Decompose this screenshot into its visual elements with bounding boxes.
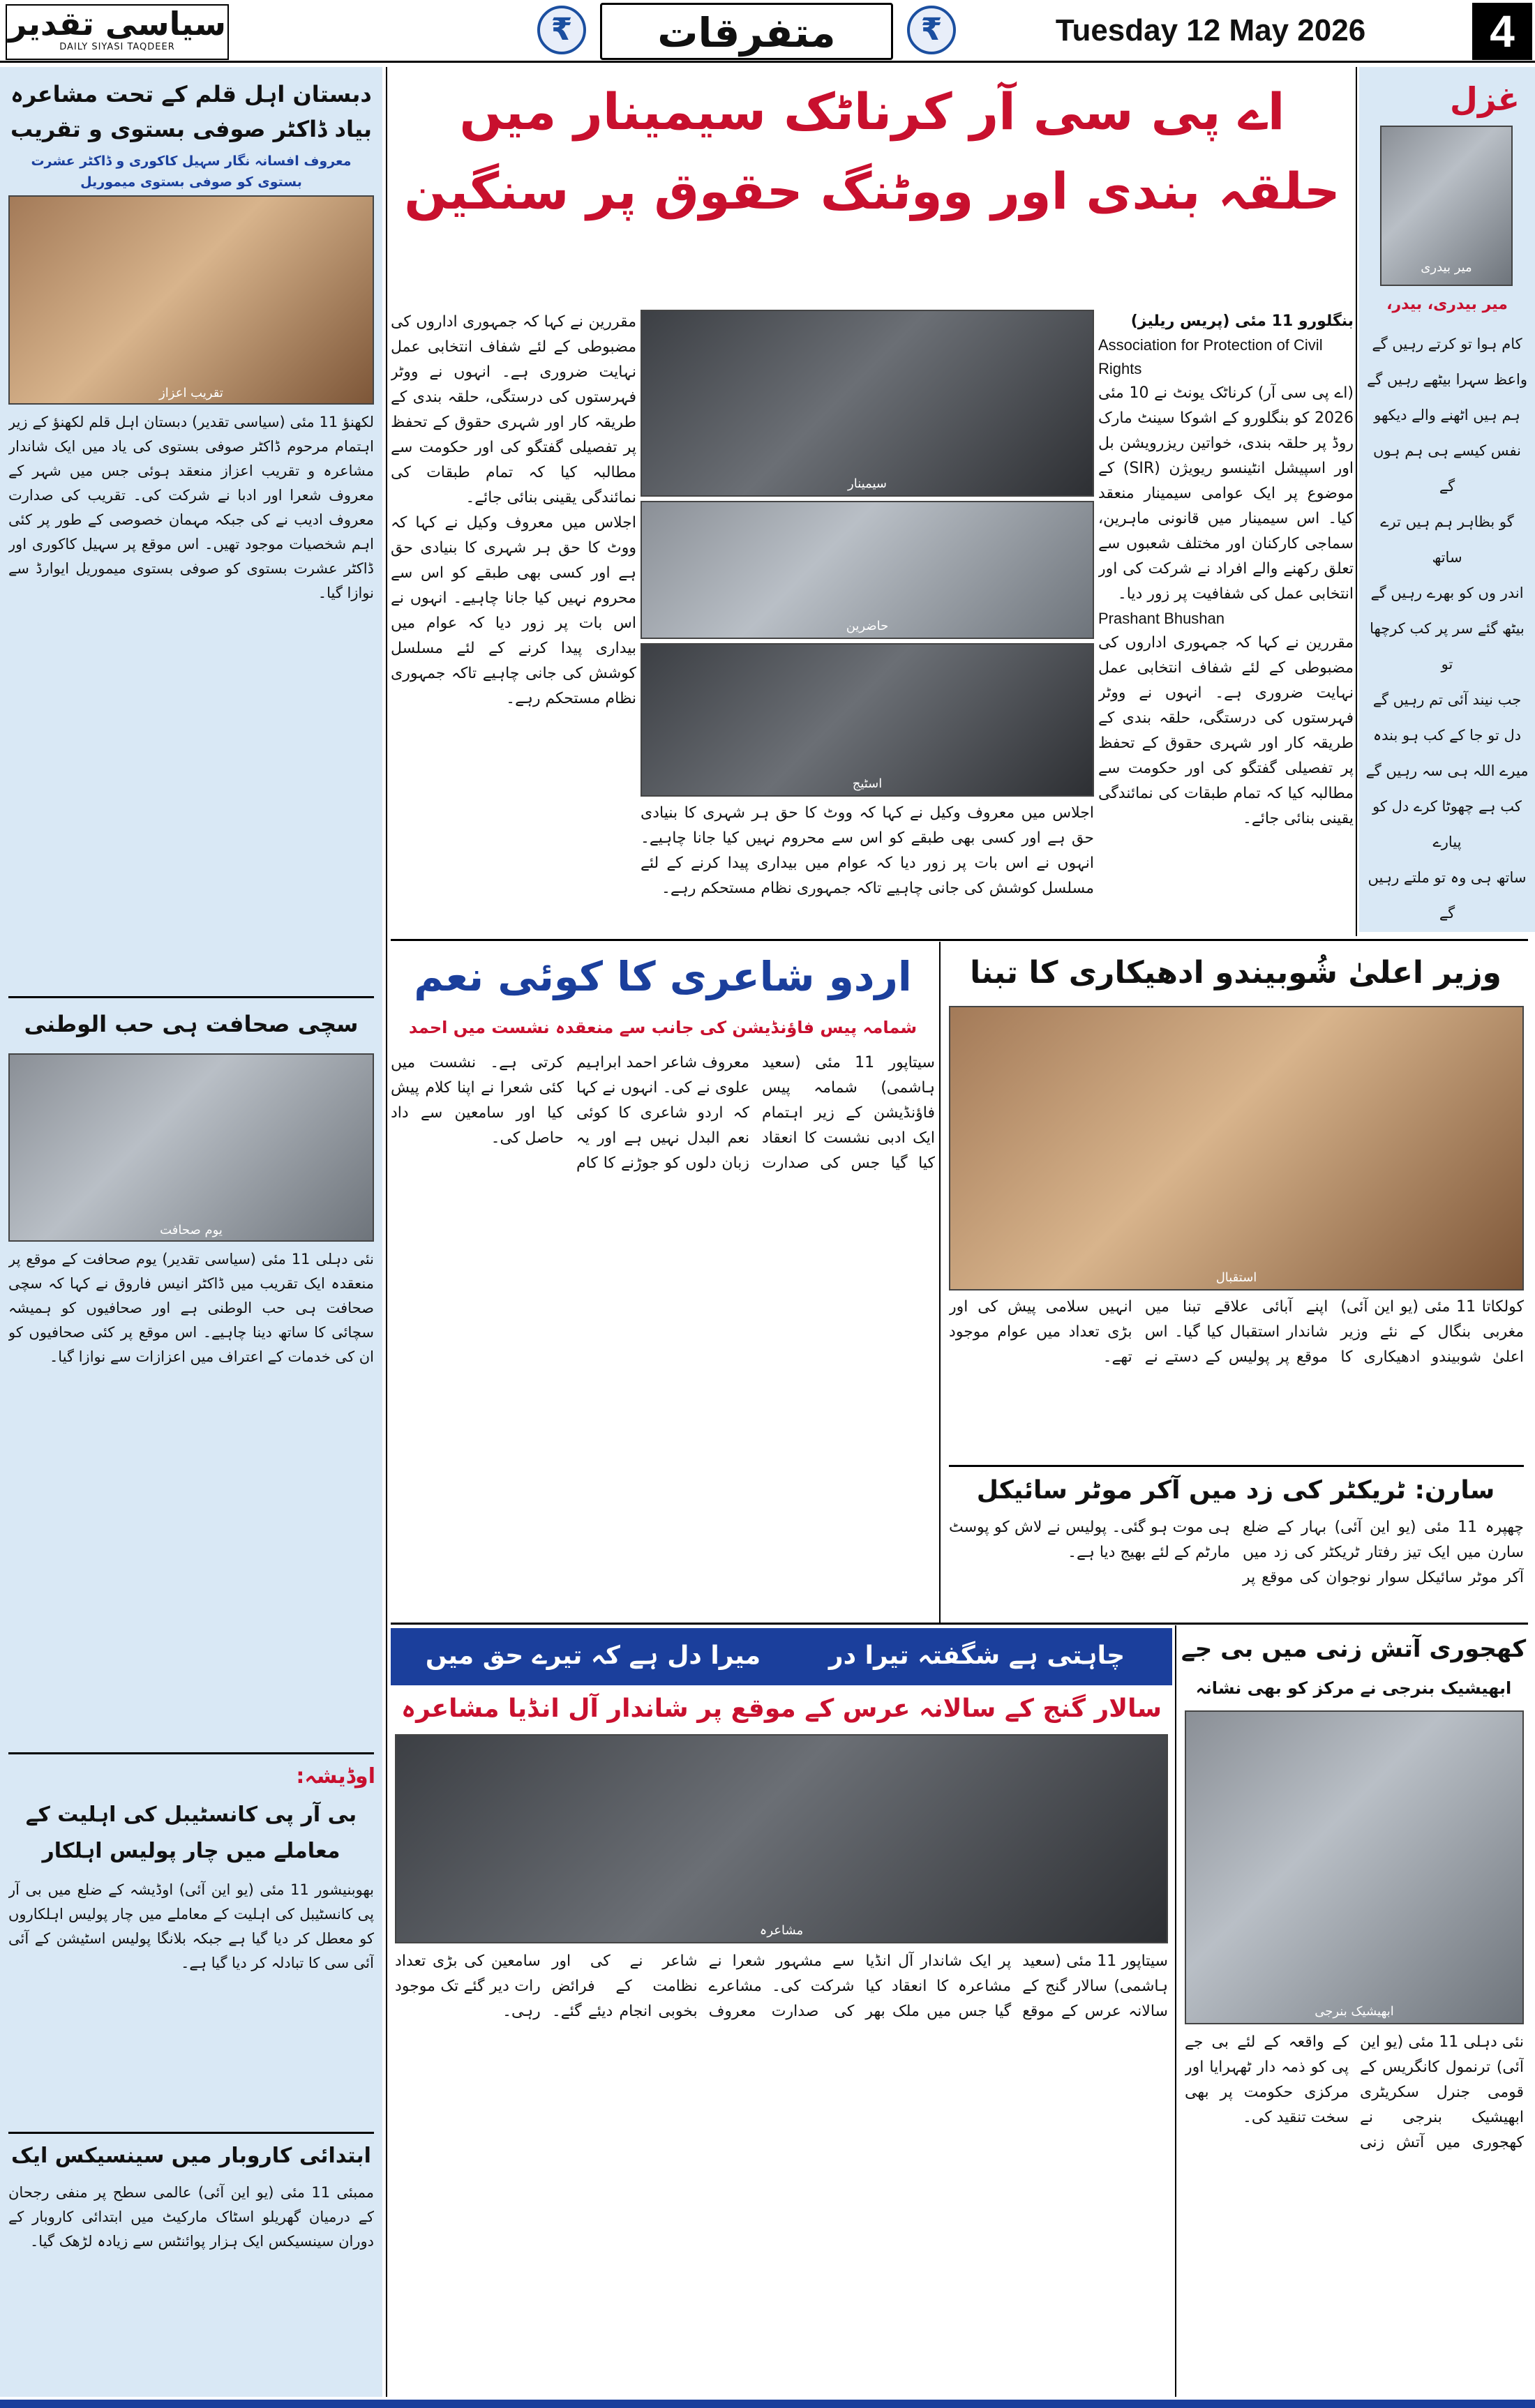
divider	[391, 1623, 1528, 1625]
couplet: ساتھ ہی وہ تو ملتے رہیں گے	[1368, 869, 1527, 921]
lead-dateline: بنگلورو 11 مئی (پریس ریلیز)	[1130, 313, 1354, 330]
ghazal-poet: میر بیدری، بیدر،	[1386, 296, 1508, 313]
cm-welcome-body: کولکاتا 11 مئی (یو این آئی) مغربی بنگال کے نئے وزیر اعلیٰ شوبیندو ادھیکاری کا اپنے آبائی علاقے تبنا میں شاندار استقبال کیا گیا۔ اس موقع پر پولیس کے دستے نے انہیں سلامی پیش کی اور بڑی تعداد میں عوام موجود تھے۔	[949, 1298, 1524, 1366]
newspaper-logo	[6, 4, 229, 60]
story3-body: بھوبنیشور 11 مئی (یو این آئی) اوڈیشہ کے ضلع میں بی آر پی کانسٹیبل کی اہلیت کے معاملے میں چار پولیس اہلکاروں کو معطل کر دیا گیا ہے جبکہ بلانگا پولیس اسٹیشن کے آئی آئی سی کا تبادلہ کر دیا گیا ہے۔	[8, 1881, 374, 1971]
footer-bar	[0, 2400, 1535, 2408]
seminar-photo-audience	[641, 501, 1094, 639]
lead-headline-line1: اے پی سی آر کرناٹک سیمینار میں	[459, 82, 1285, 141]
column-rule	[386, 67, 387, 2397]
award-photo-label: تقریب اعزاز	[159, 386, 223, 400]
journalism-photo-label: یوم صحافت	[160, 1223, 223, 1237]
poet-photo-label: میر بیدری	[1421, 260, 1472, 275]
mushaira-headline-bar	[391, 1628, 1172, 1685]
saran-accident-headline: سارن: ٹریکٹر کی زد میں آکر موٹر سائیکل	[976, 1476, 1495, 1505]
couplet: دل تو جا کے کب ہو بندہ	[1372, 727, 1522, 744]
divider	[8, 2132, 374, 2134]
couplet: جب نیند آئی تم رہیں گے	[1372, 691, 1522, 708]
seminar-photo-label: سیمینار	[848, 476, 887, 491]
ghazal-title: غزل	[1450, 80, 1520, 118]
couplet: میرے اللہ ہی سہ رہیں گے	[1365, 762, 1529, 779]
urdu-poetry-subheadline: شمامہ پیس فاؤنڈیشن کی جانب سے منعقدہ نشست میں احمد	[408, 1018, 918, 1037]
lead-story-column-left	[391, 310, 636, 935]
story3-headline: بی آر پی کانسٹیبل کی اہلیت کے معاملے میں چار پولیس اہلکار	[25, 1803, 357, 1863]
award-ceremony-photo	[8, 195, 374, 405]
cm-welcome-headline: وزیر اعلیٰ شُوبیندو ادھیکاری کا تبنا	[970, 955, 1502, 991]
bjp-body: نئی دہلی 11 مئی (یو این آئی) ترنمول کانگریس کے قومی جنرل سکریٹری ابھیشیک بنرجی نے کھجوری میں آتش زنی کے واقعہ کے لئے بی جے پی کو ذمہ دار ٹھہرایا اور مرکزی حکومت پر بھی سخت تنقید کی۔	[1185, 2033, 1524, 2151]
page-number: 4	[1472, 3, 1532, 60]
lead-english-org: Association for Protection of Civil Rights	[1098, 336, 1323, 377]
ghazal-column	[1359, 67, 1535, 932]
story1-subheadline: معروف افسانہ نگار سہیل کاکوری و ڈاکٹر عشرت بستوی کو صوفی بستوی میموریل	[31, 153, 352, 190]
story1-headline: دبستان اہل قلم کے تحت مشاعرہ بیاد ڈاکٹر صوفی بستوی و تقریب	[10, 81, 373, 142]
logo-urdu: سیاسی تقدیر	[8, 5, 226, 43]
abhishek-photo-label: ابھیشیک بنرجی	[1315, 2004, 1394, 2019]
cm-welcome-photo	[949, 1006, 1524, 1290]
couplet: کب ہے چھوٹا کرے دل کو پیارے	[1372, 798, 1522, 850]
bjp-subheadline: ابھیشیک بنرجی نے مرکز کو بھی نشانہ	[1195, 1678, 1512, 1698]
column-rule	[939, 942, 941, 1623]
bjp-headline: کھجوری آتش زنی میں بی جے	[1181, 1635, 1527, 1663]
journalism-award-photo	[8, 1053, 374, 1242]
section-title: متفرقات	[600, 3, 893, 60]
story4-headline: ابتدائی کاروبار میں سینسیکس ایک	[11, 2144, 371, 2168]
masthead	[0, 0, 1535, 63]
seminar-photo-label: حاضرین	[846, 619, 889, 633]
saran-accident-body: چھپرہ 11 مئی (یو این آئی) بہار کے ضلع سارن میں ایک تیز رفتار ٹریکٹر کی زد میں آکر موٹر سائیکل سوار نوجوان کی موقع پر ہی موت ہو گئی۔ پولیس نے لاش کو پوسٹ مارٹم کے لئے بھیج دیا ہے۔	[949, 1519, 1524, 1586]
logo-english: DAILY SIYASI TAQDEER	[59, 42, 175, 52]
couplet: نفس کیسے ہی ہم ہوں گے	[1373, 442, 1521, 495]
lead-story-column-right	[1098, 310, 1354, 935]
seminar-photo-label: اسٹیج	[852, 776, 883, 791]
divider	[8, 1752, 374, 1754]
couplet: کام ہوا تو کرتے رہیں گے	[1372, 336, 1522, 352]
story3-tag-line	[7, 1758, 375, 1797]
mushaira-headline-part2: چاہتی ہے شگفتہ تیرا در	[828, 1641, 1125, 1670]
rupee-emblem-icon: ₹	[537, 6, 586, 54]
seminar-photo-speaker	[641, 310, 1094, 497]
ghazal-couplets	[1365, 326, 1529, 926]
story2-headline: سچی صحافت ہی حب الوطنی	[24, 1011, 359, 1037]
mushaira-photo	[395, 1734, 1168, 1943]
couplet: ہم ہیں اٹھنے والے دیکھو	[1374, 407, 1520, 423]
urdu-poetry-body: سیتاپور 11 مئی (سعید ہاشمی) شمامہ پیس فاؤنڈیشن کے زیر اہتمام ایک ادبی نشست کا انعقاد کیا گیا جس کی صدارت معروف شاعر احمد ابراہیم علوی نے کی۔ انہوں نے کہا کہ اردو شاعری کا کوئی نعم البدل نہیں ہے اور یہ زبان دلوں کو جوڑنے کا کام کرتی ہے۔ نشست میں کئی شعرا نے اپنا کلام پیش کیا اور سامعین سے داد حاصل کی۔	[391, 1054, 935, 1172]
lead-body-3-continued: اجلاس میں معروف وکیل نے کہا کہ ووٹ کا حق ہر شہری کا بنیادی حق ہے اور کسی بھی طبقے کو اس سے محروم نہیں کیا جانا چاہیے۔ انہوں نے اس بات پر زور دیا کہ عوام میں بیداری پیدا کرنے کے لئے مسلسل کوشش کی جانی چاہیے تاکہ جمہوری نظام مستحکم رہے۔	[391, 514, 636, 707]
story3-tag: اوڈیشہ:	[296, 1764, 375, 1789]
story2-body: نئی دہلی 11 مئی (سیاسی تقدیر) یوم صحافت کے موقع پر منعقدہ ایک تقریب میں ڈاکٹر انیس فاروق نے کہا کہ سچی صحافت ہی حب الوطنی ہے اور صحافیوں کو ہمیشہ سچائی کا ساتھ دینا چاہیے۔ اس موقع پر کئی صحافیوں کو ان کی خدمات کے اعتراف میں اعزازات سے نوازا گیا۔	[8, 1251, 374, 1365]
divider	[949, 1465, 1524, 1467]
divider	[8, 996, 374, 998]
column-rule	[1175, 1625, 1176, 2397]
couplet: اندر وں کو بھرے رہیں گے	[1370, 585, 1524, 601]
mushaira-body: سیتاپور 11 مئی (سعید ہاشمی) سالار گنج کے سالانہ عرس کے موقع پر ایک شاندار آل انڈیا مشاعرہ کا انعقاد کیا گیا جس میں ملک بھر سے مشہور شعرا نے شرکت کی۔ مشاعرے کی صدارت معروف شاعر نے کی اور نظامت کے فرائض بخوبی انجام دیئے گئے۔ سامعین کی بڑی تعداد رات دیر گئے تک موجود رہی۔	[395, 1952, 1168, 2020]
lead-body-3: اجلاس میں معروف وکیل نے کہا کہ ووٹ کا حق ہر شہری کا بنیادی حق ہے اور کسی بھی طبقے کو اس سے محروم نہیں کیا جانا چاہیے۔ انہوں نے اس بات پر زور دیا کہ عوام میں بیداری پیدا کرنے کے لئے مسلسل کوشش کی جانی چاہیے تاکہ جمہوری نظام مستحکم رہے۔	[641, 804, 1094, 897]
couplet: گو بظاہر ہم ہیں ترے ساتھ	[1380, 513, 1514, 566]
seminar-photo-stage	[641, 643, 1094, 797]
lead-body-2-continued: مقررین نے کہا کہ جمہوری اداروں کی مضبوطی کے لئے شفاف انتخابی عمل نہایت ضروری ہے۔ انہوں نے ووٹر فہرستوں کی درستگی، حلقہ بندی کے طریقہ کار اور شہری حقوق کے تحفظ پر تفصیلی گفتگو کی اور حکومت سے مطالبہ کیا کہ تمام طبقات کی نمائندگی یقینی بنائی جائے۔	[391, 313, 636, 506]
urdu-poetry-headline: اردو شاعری کا کوئی نعم	[414, 953, 912, 1000]
cm-photo-label: استقبال	[1215, 1270, 1257, 1285]
couplet: واعظ سہرا بیٹھے رہیں گے	[1366, 371, 1528, 388]
mushaira-headline-part1: میرا دل ہے کہ تیرے حق میں	[425, 1641, 761, 1670]
lead-body-1: (اے پی سی آر) کرناٹک یونٹ نے 10 مئی 2026 کو بنگلورو کے اشوکا سینٹ مارک روڈ پر حلقہ بندی، خواتین ریزرویشن بل اور اسپیشل انٹینسو ریویژن (SIR) کے موضوع پر ایک عوامی سیمینار منعقد کیا۔ اس سیمینار میں قانونی ماہرین، سماجی کارکنان اور مختلف شعبوں سے تعلق رکھنے والے افراد نے شرکت کی اور انتخابی عمل کی شفافیت پر زور دیا۔	[1098, 384, 1354, 603]
rupee-emblem-icon: ₹	[907, 6, 956, 54]
lead-story-bottom	[641, 801, 1094, 933]
lead-english-name: Prashant Bhushan	[1098, 610, 1225, 627]
mushaira-subheadline: سالار گنج کے سالانہ عرس کے موقع پر شاندار آل انڈیا مشاعرہ	[401, 1694, 1162, 1723]
poet-photo	[1380, 126, 1513, 286]
abhishek-banerjee-photo	[1185, 1710, 1524, 2024]
story1-body: لکھنؤ 11 مئی (سیاسی تقدیر) دبستان اہل قلم لکھنؤ کے زیر اہتمام مرحوم ڈاکٹر صوفی بستوی کی یاد میں ایک شاندار مشاعرہ و تقریب اعزاز منعقد ہوئی جس میں شہر کے معروف شعرا اور ادبا نے شرکت کی۔ تقریب کی صدارت معروف ادیب نے کی جبکہ مہمان خصوصی کے طور پر کئی اہم شخصیات موجود تھیں۔ اس موقع پر سہیل کاکوری اور ڈاکٹر عشرت بستوی کو صوفی بستوی میموریل ایوارڈ سے نوازا گیا۔	[8, 414, 374, 601]
mushaira-photo-label: مشاعرہ	[759, 1923, 804, 1938]
couplet: بیٹھ گئے سر پر کب کرچھا تو	[1370, 620, 1525, 672]
column-rule	[1356, 67, 1357, 936]
issue-date: Tuesday 12 May 2026	[1055, 13, 1366, 47]
divider	[391, 939, 1528, 941]
lead-headline-line2: حلقہ بندی اور ووٹنگ حقوق پر سنگین	[404, 162, 1340, 220]
lead-body-2: مقررین نے کہا کہ جمہوری اداروں کی مضبوطی کے لئے شفاف انتخابی عمل نہایت ضروری ہے۔ انہوں نے ووٹر فہرستوں کی درستگی، حلقہ بندی کے طریقہ کار اور شہری حقوق کے تحفظ پر تفصیلی گفتگو کی اور حکومت سے مطالبہ کیا کہ تمام طبقات کی نمائندگی یقینی بنائی جائے۔	[1098, 634, 1354, 827]
story4-body: ممبئی 11 مئی (یو این آئی) عالمی سطح پر منفی رجحان کے درمیان گھریلو اسٹاک مارکیٹ میں ابتدائی کاروبار کے دوران سینسیکس ایک ہزار پوائنٹس سے زیادہ لڑھک گیا۔	[8, 2184, 374, 2250]
